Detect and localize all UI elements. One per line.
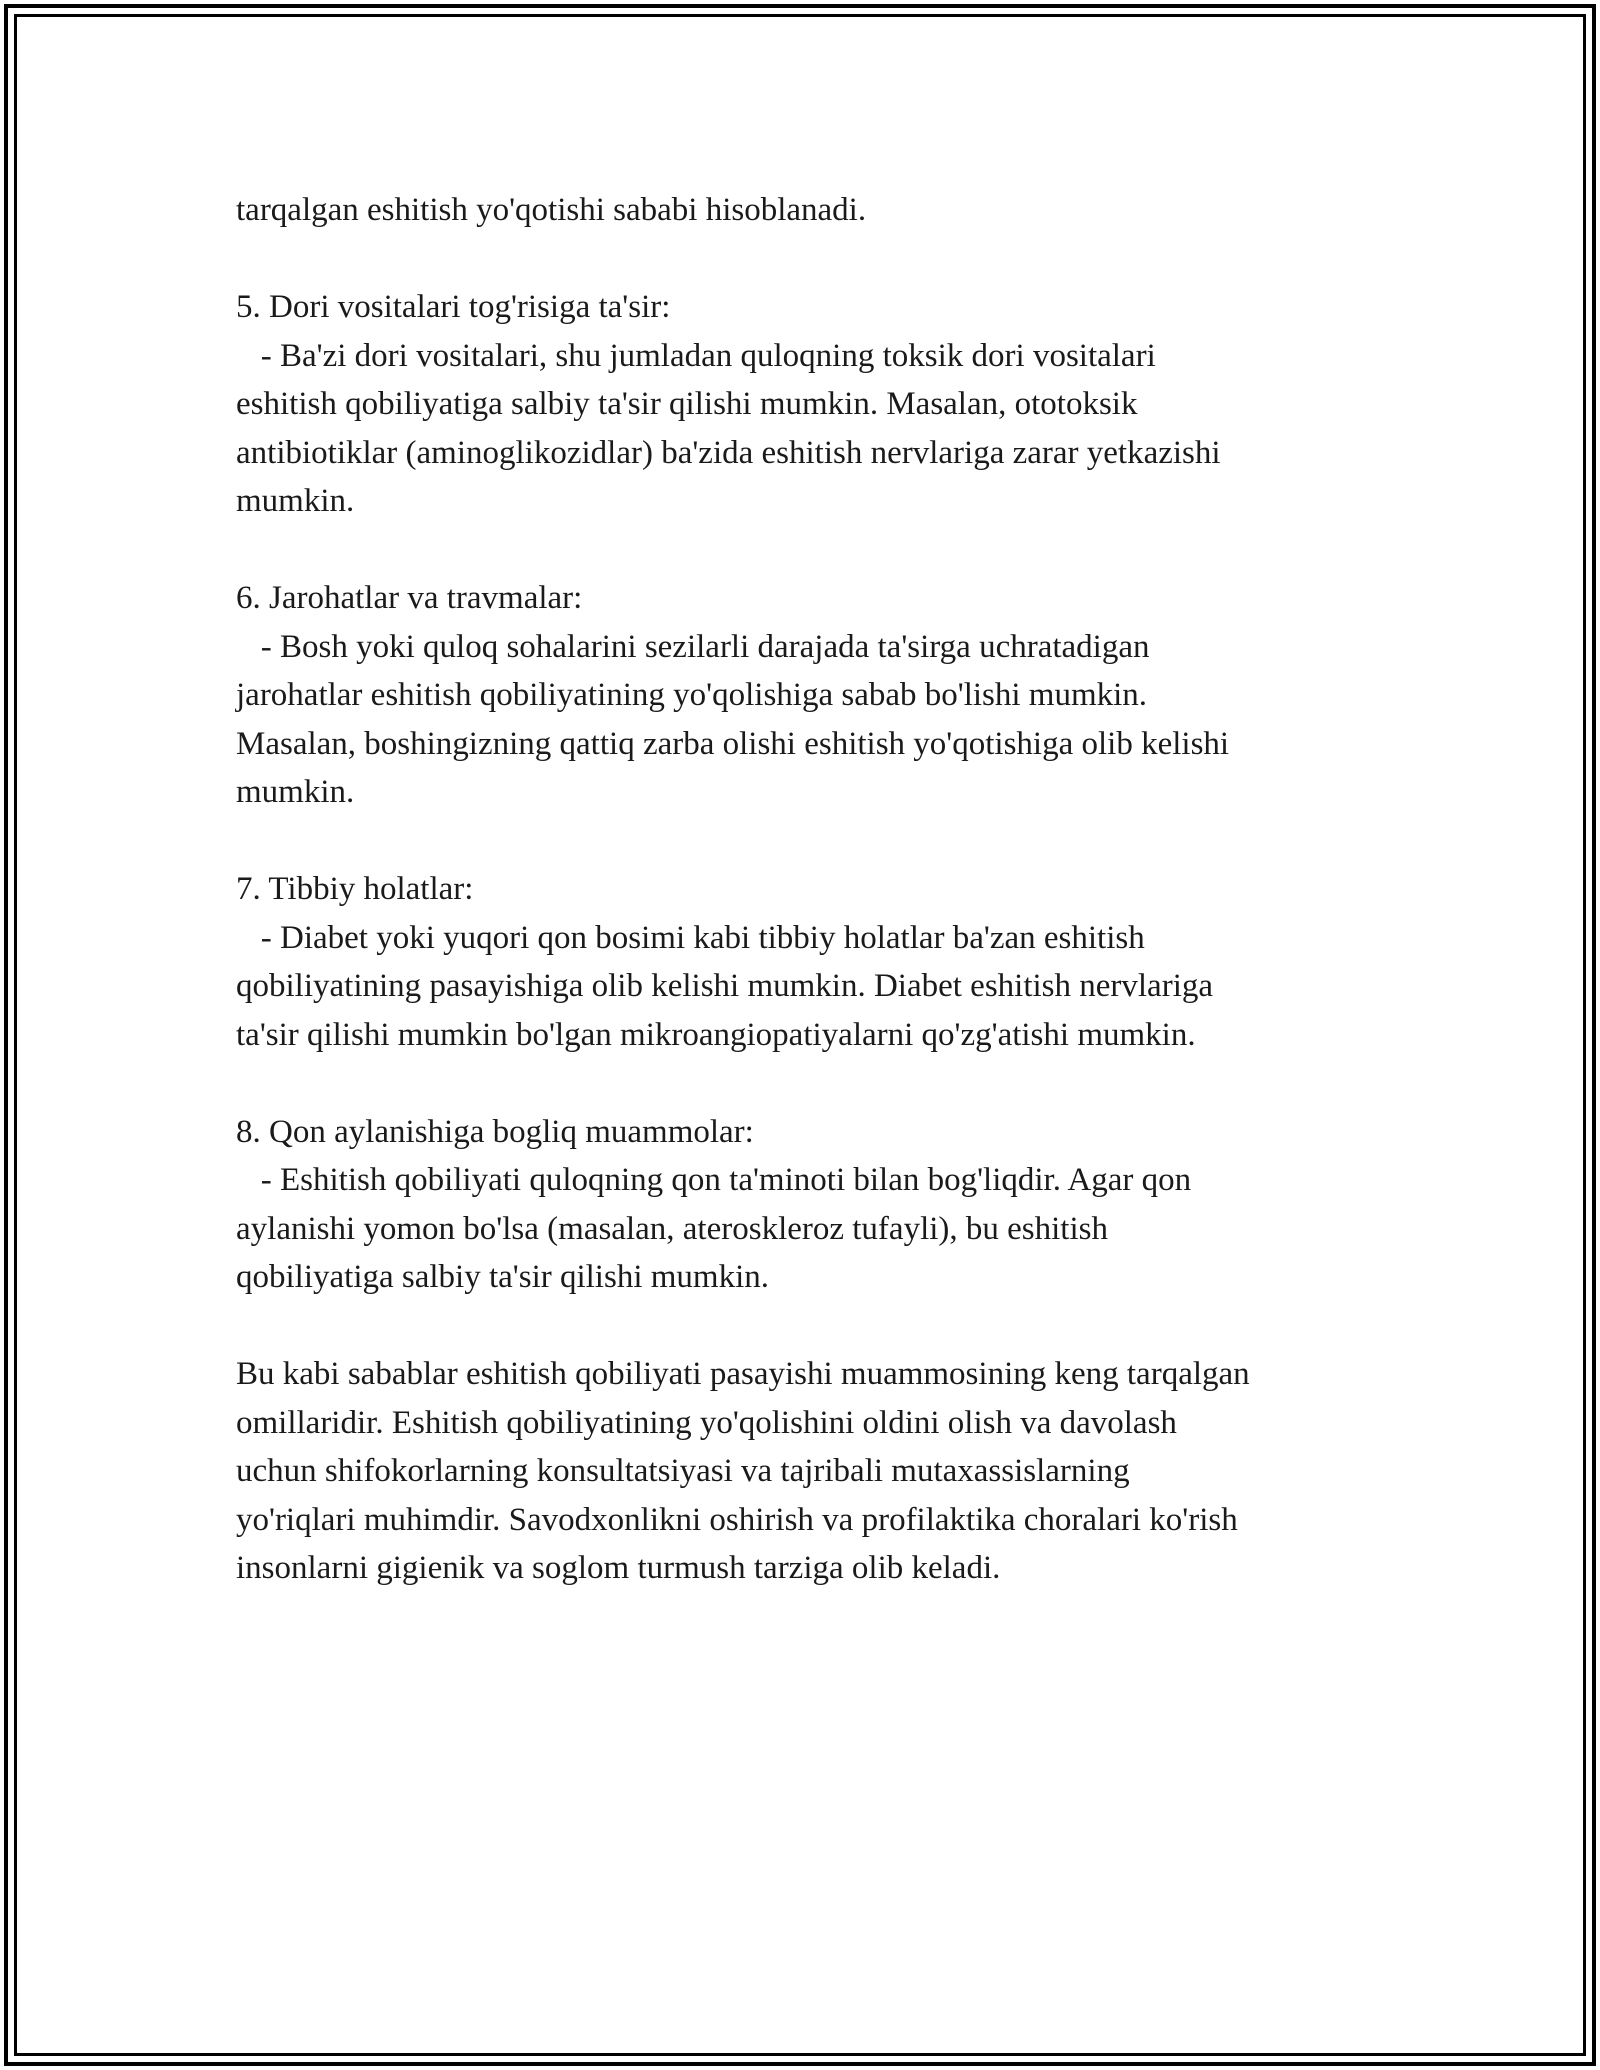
section-heading: 6. Jarohatlar va travmalar: [236, 580, 583, 616]
bullet-marker: - [236, 337, 280, 374]
paragraph-line: qobiliyatining pasayishiga olib kelishi mumkin. Diabet eshitish nervlariga [236, 968, 1214, 1004]
conclusion-paragraph [236, 1350, 1376, 1593]
bullet-line [236, 332, 1376, 381]
section-heading: 8. Qon aylanishiga bogliq muammolar: [236, 1113, 754, 1150]
section-heading: 7. Tibbiy holatlar: [236, 871, 474, 907]
paragraph-line: mumkin. [236, 483, 355, 519]
bullet-marker: - [236, 628, 280, 665]
paragraph-line: eshitish qobiliyatiga salbiy ta'sir qilishi mumkin. Masalan, ototoksik [236, 386, 1138, 422]
section-8 [236, 1108, 1376, 1302]
bullet-marker: - [236, 1162, 280, 1198]
bullet-line [236, 623, 1376, 672]
section-6 [236, 574, 1376, 817]
bullet-marker: - [236, 919, 280, 956]
section-heading: 5. Dori vositalari tog'risiga ta'sir: [236, 289, 671, 325]
section-5 [236, 283, 1376, 526]
bullet-text: Bosh yoki quloq sohalarini sezilarli darajada ta'sirga uchratadigan [280, 628, 1150, 665]
bullet-line [236, 914, 1376, 963]
paragraph-line: omillaridir. Eshitish qobiliyatining yo'qolishini oldini olish va davolash [236, 1404, 1177, 1441]
paragraph-line: antibiotiklar (aminoglikozidlar) ba'zida eshitish nervlariga zarar yetkazishi [236, 434, 1221, 471]
paragraph-line: Masalan, boshingizning qattiq zarba olishi eshitish yo'qotishiga olib kelishi [236, 725, 1230, 762]
paragraph-line: tarqalgan eshitish yo'qotishi sababi hisoblanadi. [236, 192, 867, 228]
paragraph-line: mumkin. [236, 774, 355, 810]
paragraph-line: Bu kabi sabablar eshitish qobiliyati pasayishi muammosining keng tarqalgan [236, 1356, 1250, 1392]
paragraph-line: yo'riqlari muhimdir. Savodxonlikni oshirish va profilaktika choralari ko'rish [236, 1501, 1238, 1538]
continuation-paragraph [236, 186, 1376, 235]
bullet-text: Eshitish qobiliyati quloqning qon ta'minoti bilan bog'liqdir. Agar qon [280, 1162, 1192, 1198]
bullet-text: Ba'zi dori vositalari, shu jumladan quloqning toksik dori vositalari [280, 337, 1156, 374]
document-body [236, 186, 1376, 1641]
paragraph-line: qobiliyatiga salbiy ta'sir qilishi mumkin. [236, 1259, 769, 1295]
paragraph-line: jarohatlar eshitish qobiliyatining yo'qolishiga sabab bo'lishi mumkin. [236, 677, 1148, 713]
section-7 [236, 865, 1376, 1059]
paragraph-line: aylanishi yomon bo'lsa (masalan, ateroskleroz tufayli), bu eshitish [236, 1210, 1108, 1247]
paragraph-line: uchun shifokorlarning konsultatsiyasi va tajribali mutaxassislarning [236, 1453, 1130, 1489]
bullet-text: Diabet yoki yuqori qon bosimi kabi tibbiy holatlar ba'zan eshitish [280, 919, 1145, 956]
paragraph-line: insonlarni gigienik va soglom turmush tarziga olib keladi. [236, 1550, 1001, 1586]
bullet-line [236, 1156, 1376, 1205]
paragraph-line: ta'sir qilishi mumkin bo'lgan mikroangiopatiyalarni qo'zg'atishi mumkin. [236, 1016, 1196, 1053]
